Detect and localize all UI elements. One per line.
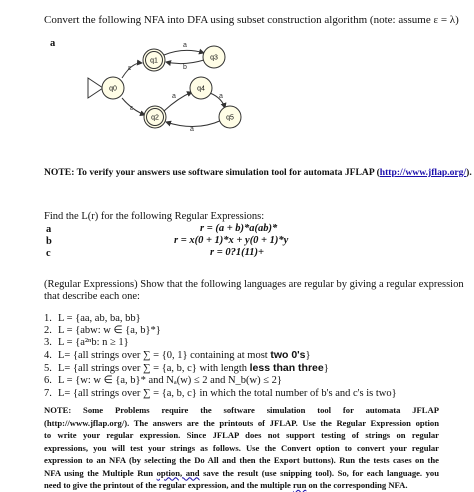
note-software xyxy=(44,404,439,492)
item-text-end: } xyxy=(305,350,311,362)
note-jflap-suffix: ). xyxy=(466,167,472,178)
svg-text:q1: q1 xyxy=(150,57,158,65)
note-line: NOTE: Some Problems require the software simulation tool for automata JFLAP xyxy=(44,405,439,415)
edge-q0-q1 xyxy=(122,63,142,78)
list-item xyxy=(44,313,464,325)
edge-q2-q4 xyxy=(164,92,192,111)
note-text: on the corresponding NFA. xyxy=(306,480,408,490)
regular-intro-line2: that describe each one: xyxy=(44,291,140,302)
lr-intro: Find the L(r) for the following Regular Expressions: xyxy=(44,211,265,222)
item-text: L = {w: w ∈ {a, b}* and Nₐ(w) ≤ 2 and N_b(w) ≤ 2} xyxy=(58,375,282,387)
regex-a: r = (a + b)*a(ab)* xyxy=(200,223,278,234)
list-item xyxy=(44,362,464,375)
edge-label: a xyxy=(172,93,176,100)
note-line: expressions, you will test your strings as follows. Use the Convert option to convert your regular xyxy=(44,442,439,453)
state-q4 xyxy=(190,77,212,99)
edge-q1-q3 xyxy=(164,50,204,55)
item-text: L= {all strings over ∑ = {a, b, c} in which the total number of b's and c's is two} xyxy=(58,387,397,399)
state-q0 xyxy=(102,77,124,99)
edge-q5-q2 xyxy=(166,120,222,127)
list-item xyxy=(44,349,464,362)
item-emphasis: less than three xyxy=(249,362,324,375)
item-number: 2. xyxy=(44,325,52,337)
svg-text:q3: q3 xyxy=(210,54,218,62)
item-number: 3. xyxy=(44,337,52,349)
edge-q0-q2 xyxy=(122,98,145,115)
regex-label-c: c xyxy=(46,248,51,259)
start-arrow xyxy=(88,78,103,98)
item-number: 1. xyxy=(44,313,52,324)
note-text: save the result (use snipping tool). So, for each language. you xyxy=(199,467,439,478)
item-number: 4. xyxy=(44,350,52,362)
item-text: L = {aa, ab, ba, bb} xyxy=(58,313,141,324)
state-q1 xyxy=(143,49,165,71)
question-header: Convert the following NFA into DFA using subset construction algorithm (note: assume ε = λ) xyxy=(44,14,459,26)
list-item xyxy=(44,325,464,337)
edge-label: a xyxy=(183,42,187,49)
item-number: 7. xyxy=(44,387,52,399)
language-list xyxy=(44,313,464,400)
edge-label: a xyxy=(219,93,223,100)
regex-label-b: b xyxy=(46,236,52,247)
item-text: L = {a²ⁿb: n ≥ 1} xyxy=(58,337,129,349)
regular-intro-line1: (Regular Expressions) Show that the following languages are regular by giving a regular expression xyxy=(44,279,464,290)
item-number: 6. xyxy=(44,375,52,387)
part-a-label: a xyxy=(50,38,56,49)
svg-text:q0: q0 xyxy=(109,85,117,93)
item-text: L = {abw: w ∈ {a, b}*} xyxy=(58,325,161,337)
edge-label: ε xyxy=(130,105,134,112)
regex-c: r = 0?1(11)+ xyxy=(210,247,264,258)
note-line: to write your regular expression. Since JFLAP does not support testing of strings on regular xyxy=(44,430,439,440)
edge-label: a xyxy=(190,126,194,133)
list-item xyxy=(44,337,464,349)
nfa-diagram xyxy=(0,0,474,140)
state-q2 xyxy=(144,106,166,128)
edge-label: b xyxy=(183,64,187,71)
regex-label-a: a xyxy=(46,224,52,235)
svg-text:q4: q4 xyxy=(197,85,205,93)
note-line: (http://www.jflap.org/). The answers are the printouts of JFLAP. Use the Regular Expression option xyxy=(44,417,439,428)
note-text: need to give the printout of the regular expression, and the multiple xyxy=(44,480,293,490)
note-line: expression to an NFA (by selecting the Do All and then the Export buttons). Run the tests cases on the xyxy=(44,455,439,465)
item-number: 5. xyxy=(44,363,52,375)
note-jflap xyxy=(44,166,472,179)
note-underlined: option, and xyxy=(156,467,200,478)
list-item xyxy=(44,375,464,387)
svg-text:q5: q5 xyxy=(226,114,234,122)
jflap-link[interactable]: http://www.jflap.org/ xyxy=(379,167,467,178)
svg-text:q2: q2 xyxy=(151,114,159,122)
item-emphasis: two 0's xyxy=(270,349,306,362)
state-q3 xyxy=(203,46,225,68)
note-jflap-text: NOTE: To verify your answers use software simulation tool for automata JFLAP ( xyxy=(44,167,380,178)
edge-label: ε xyxy=(128,65,132,72)
item-text: L= {all strings over ∑ = {a, b, c} with length xyxy=(58,363,250,375)
state-q5 xyxy=(219,106,241,128)
list-item xyxy=(44,388,464,400)
note-line xyxy=(44,467,439,480)
note-line xyxy=(44,479,439,492)
regex-b: r = x(0 + 1)*x + y(0 + 1)*y xyxy=(174,235,289,246)
item-text-end: } xyxy=(323,363,329,375)
note-text: NFA using the Multiple Run xyxy=(44,467,157,478)
item-text: L= {all strings over ∑ = {0, 1} containing at most xyxy=(58,350,271,362)
note-underlined: run xyxy=(292,480,307,490)
